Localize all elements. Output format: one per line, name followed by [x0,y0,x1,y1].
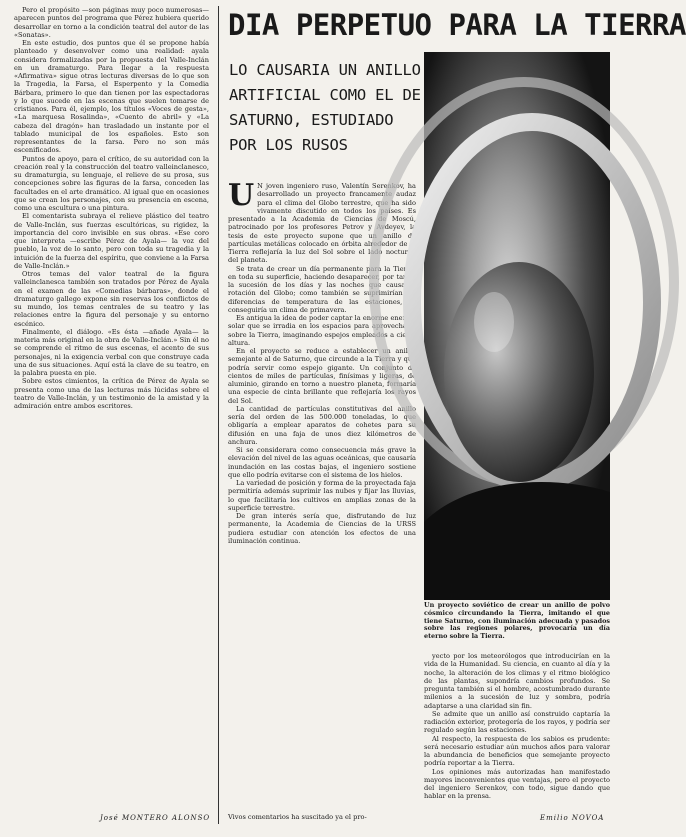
right-article-column [424,652,610,827]
article-paragraph: Otros temas del valor teatral de la figura valleinclanesca también son tratados por Pérez de Ayala en el examen de las «Comedias bárbaras», donde el dramaturgo gallego expone sin reservas los conflictos de su mundo, los temas centrales de su teatro y las relaciones entre la figura del personaje y su entorno escénico. [14,270,209,328]
center-bottom-note: Vivos comentarios ha suscitado ya el pro- [228,813,367,821]
article-paragraph: Los opiniones más autorizadas han manifestado mayores inconvenientes que ventajas, pero el proyecto del ingeniero Serenkov, con todo, sigue dando que hablar en la prensa. [424,767,610,801]
article-paragraph: El comentarista subraya el relieve plástico del teatro de Valle-Inclán, sus fuerzas escultóricas, su rigidez, la importancia del coro invisible en sus obras. «Ese coro que interpreta —escribe Pérez de Ayala— la voz del pueblo, la voz de lo santo, pero con toda su tragedia y la intuición de la fuerza del espíritu, que conviene a la Farsa de Valle-Inclán.» [14,212,209,270]
photo-illustration [424,52,610,600]
article-paragraph: Puntos de apoyo, para el crítico, de su autoridad con la creación real y la construcción del teatro valleinclanesco, su dramaturgia, su lenguaje, el relieve de su prosa, sus concepciones sobre las figuras de la farsa, conceden las facultades en el arte dramático. Al igual que en ocasiones que se crean los personajes, con su presencia en escena, como una escultura o una pintura. [14,154,209,212]
article-paragraph: yecto por los meteorólogos que introducirían en la vida de la Humanidad. Su ciencia, en cuanto al día y la noche, la alteración de los climas y el ritmo biológico de las plantas, supondría cambios profundos. Se pregunta también si el hombre, acostumbrado durante milenios a la sucesión de luz y sombra, podría adaptarse a una claridad sin fin. [424,652,610,710]
right-signature: Emilio NOVOA [540,814,605,822]
subheadline-line: SATURNO, ESTUDIADO [229,111,394,129]
planet-ring-photo [424,52,610,600]
article-paragraph: La cantidad de partículas constitutivas del anillo sería del orden de las 500.000 toneladas, lo que obligaría a emplear aparatos de cohetes para su difusión en una faja de unos diez kilómetros de anchura. [228,404,416,446]
article-paragraph: Al respecto, la respuesta de los sabios es prudente: será necesario estudiar aún muchos años para valorar la abundancia de beneficios que semejante proyecto podría reportar a la Tierra. [424,734,610,768]
left-article-column [14,6,209,811]
subheadline-line: ARTIFICIAL COMO EL DE [229,86,421,104]
article-paragraph: En este estudio, dos puntos que él se propone había planteado y desenvolver como una realidad: ayala considera formalizadas por la propuesta del Valle-Inclán en un dramaturgo. Para llegar a la respuesta «Afirmativa» sigue otras lecturas diversas de lo que son la Tragedia, la Farsa, el Esperpento y la Comedia Bárbara, primero lo que dan tienen por las espectadoras y lo que sucede en las escenas que suelen tomarse de cristianos. Para él, ejemplo, los títulos «Voces de gesta», «La marquesa Rosalinda», «Cuento de abril» y «La cabeza del dragón» han trasladado un instante por el tablado municipal de los españoles. Esto son representantes de la farsa. Pero no son más escenificados. [14,39,209,155]
dropcap: U [228,178,255,213]
subheadline [229,58,421,158]
planet-shape [444,262,594,482]
photo-caption: Un proyecto soviético de crear un anillo de polvo cósmico circundando la Tierra, imitando el que tiene Saturno, con iluminación adecuada y pasados sobre las regiones polares, provocaría un día eterno sobre la Tierra. [424,601,610,641]
paragraph-text: N joven ingeniero ruso, Valentín Serenkov, ha desarrollado un proyecto francamente audaz para el clima del Globo terrestre, que ha sido vivamente discutido en todos los países. Es presentado a la Academia de Ciencias de Moscú, patrocinado por los profesores Petrov y Avdeyev, la tesis de este proyecto supone que un anillo de partículas metálicas colocado en órbita alrededor de la Tierra reflejaría la luz del Sol sobre el lado nocturno del planeta. [228,182,416,265]
headline: DIA PERPETUO PARA LA TIERRA [228,8,686,42]
article-paragraph: En el proyecto se reduce a establecer un anillo, semejante al de Saturno, que circunde a la Tierra y que podría servir como espejo gigante. Un conjunto de cientos de miles de partículas, finísimas y ligeras, de aluminio, girando en torno a nuestro planeta, formaría una especie de cinta brillante que reflejaría los rayos del Sol. [228,347,416,405]
article-paragraph: Es antigua la idea de poder captar la enorme energía solar que se irradia en los espacios para aprovecharla sobre la Tierra, imaginando espejos empleados a cierta altura. [228,314,416,347]
article-paragraph: Se trata de crear un día permanente para la Tierra, en toda su superficie, haciendo desaparecer, por tanto, la sucesión de los días y las noches que causa la rotación del Globo; como también se suprimirían las diferencias de temperatura de las estaciones, se conseguiría un clima de primavera. [228,264,416,314]
article-paragraph: Se admite que un anillo así construido captaría la radiación exterior, protegería de los rayos, y podría ser regulado según las estaciones. [424,709,610,735]
column-divider [218,6,219,824]
center-article-column [228,178,416,782]
article-paragraph: Finalmente, el diálogo. «Es ésta —añade Ayala— la materia más original en la obra de Valle-Inclán.» Sin él no se comprende el ritmo de sus escenas, el acento de sus personajes, ni la exigencia verbal con que construye cada una de sus situaciones. Aquí está la clave de su teatro, en la palabra puesta en pie. [14,327,209,377]
article-paragraph: Sobre estos cimientos, la crítica de Pérez de Ayala se presenta como una de las lecturas más lúcidas sobre el teatro de Valle-Inclán, y un testimonio de la amistad y la admiración entre ambos escritores. [14,377,209,410]
article-paragraph: Pero el propósito —son páginas muy poco numerosas— aparecen puntos del programa que Pérez hubiera querido desarrollar en torno a la condición teatral del autor de las «Sonatas». [14,6,209,39]
subheadline-line: POR LOS RUSOS [229,136,348,154]
article-paragraph: Si se considerara como consecuencia más grave la elevación del nivel de las aguas oceánicas, que causaría inundación en las costas bajas, el ingeniero sostiene que ello podría evitarse con el sistema de los hielos. [228,446,416,479]
article-paragraph: De gran interés sería que, disfrutando de luz permanente, la Academia de Ciencias de la URSS pudiera estudiar con atención los efectos de una iluminación continua. [228,512,416,545]
subheadline-line: LO CAUSARIA UN ANILLO [229,61,421,79]
left-signature: José MONTERO ALONSO [100,814,211,822]
article-paragraph: La variedad de posición y forma de la proyectada faja permitiría además suprimir las nubes y fijar las lluvias, lo que facilitaría los cultivos en amplias zonas de la superficie terrestre. [228,479,416,512]
